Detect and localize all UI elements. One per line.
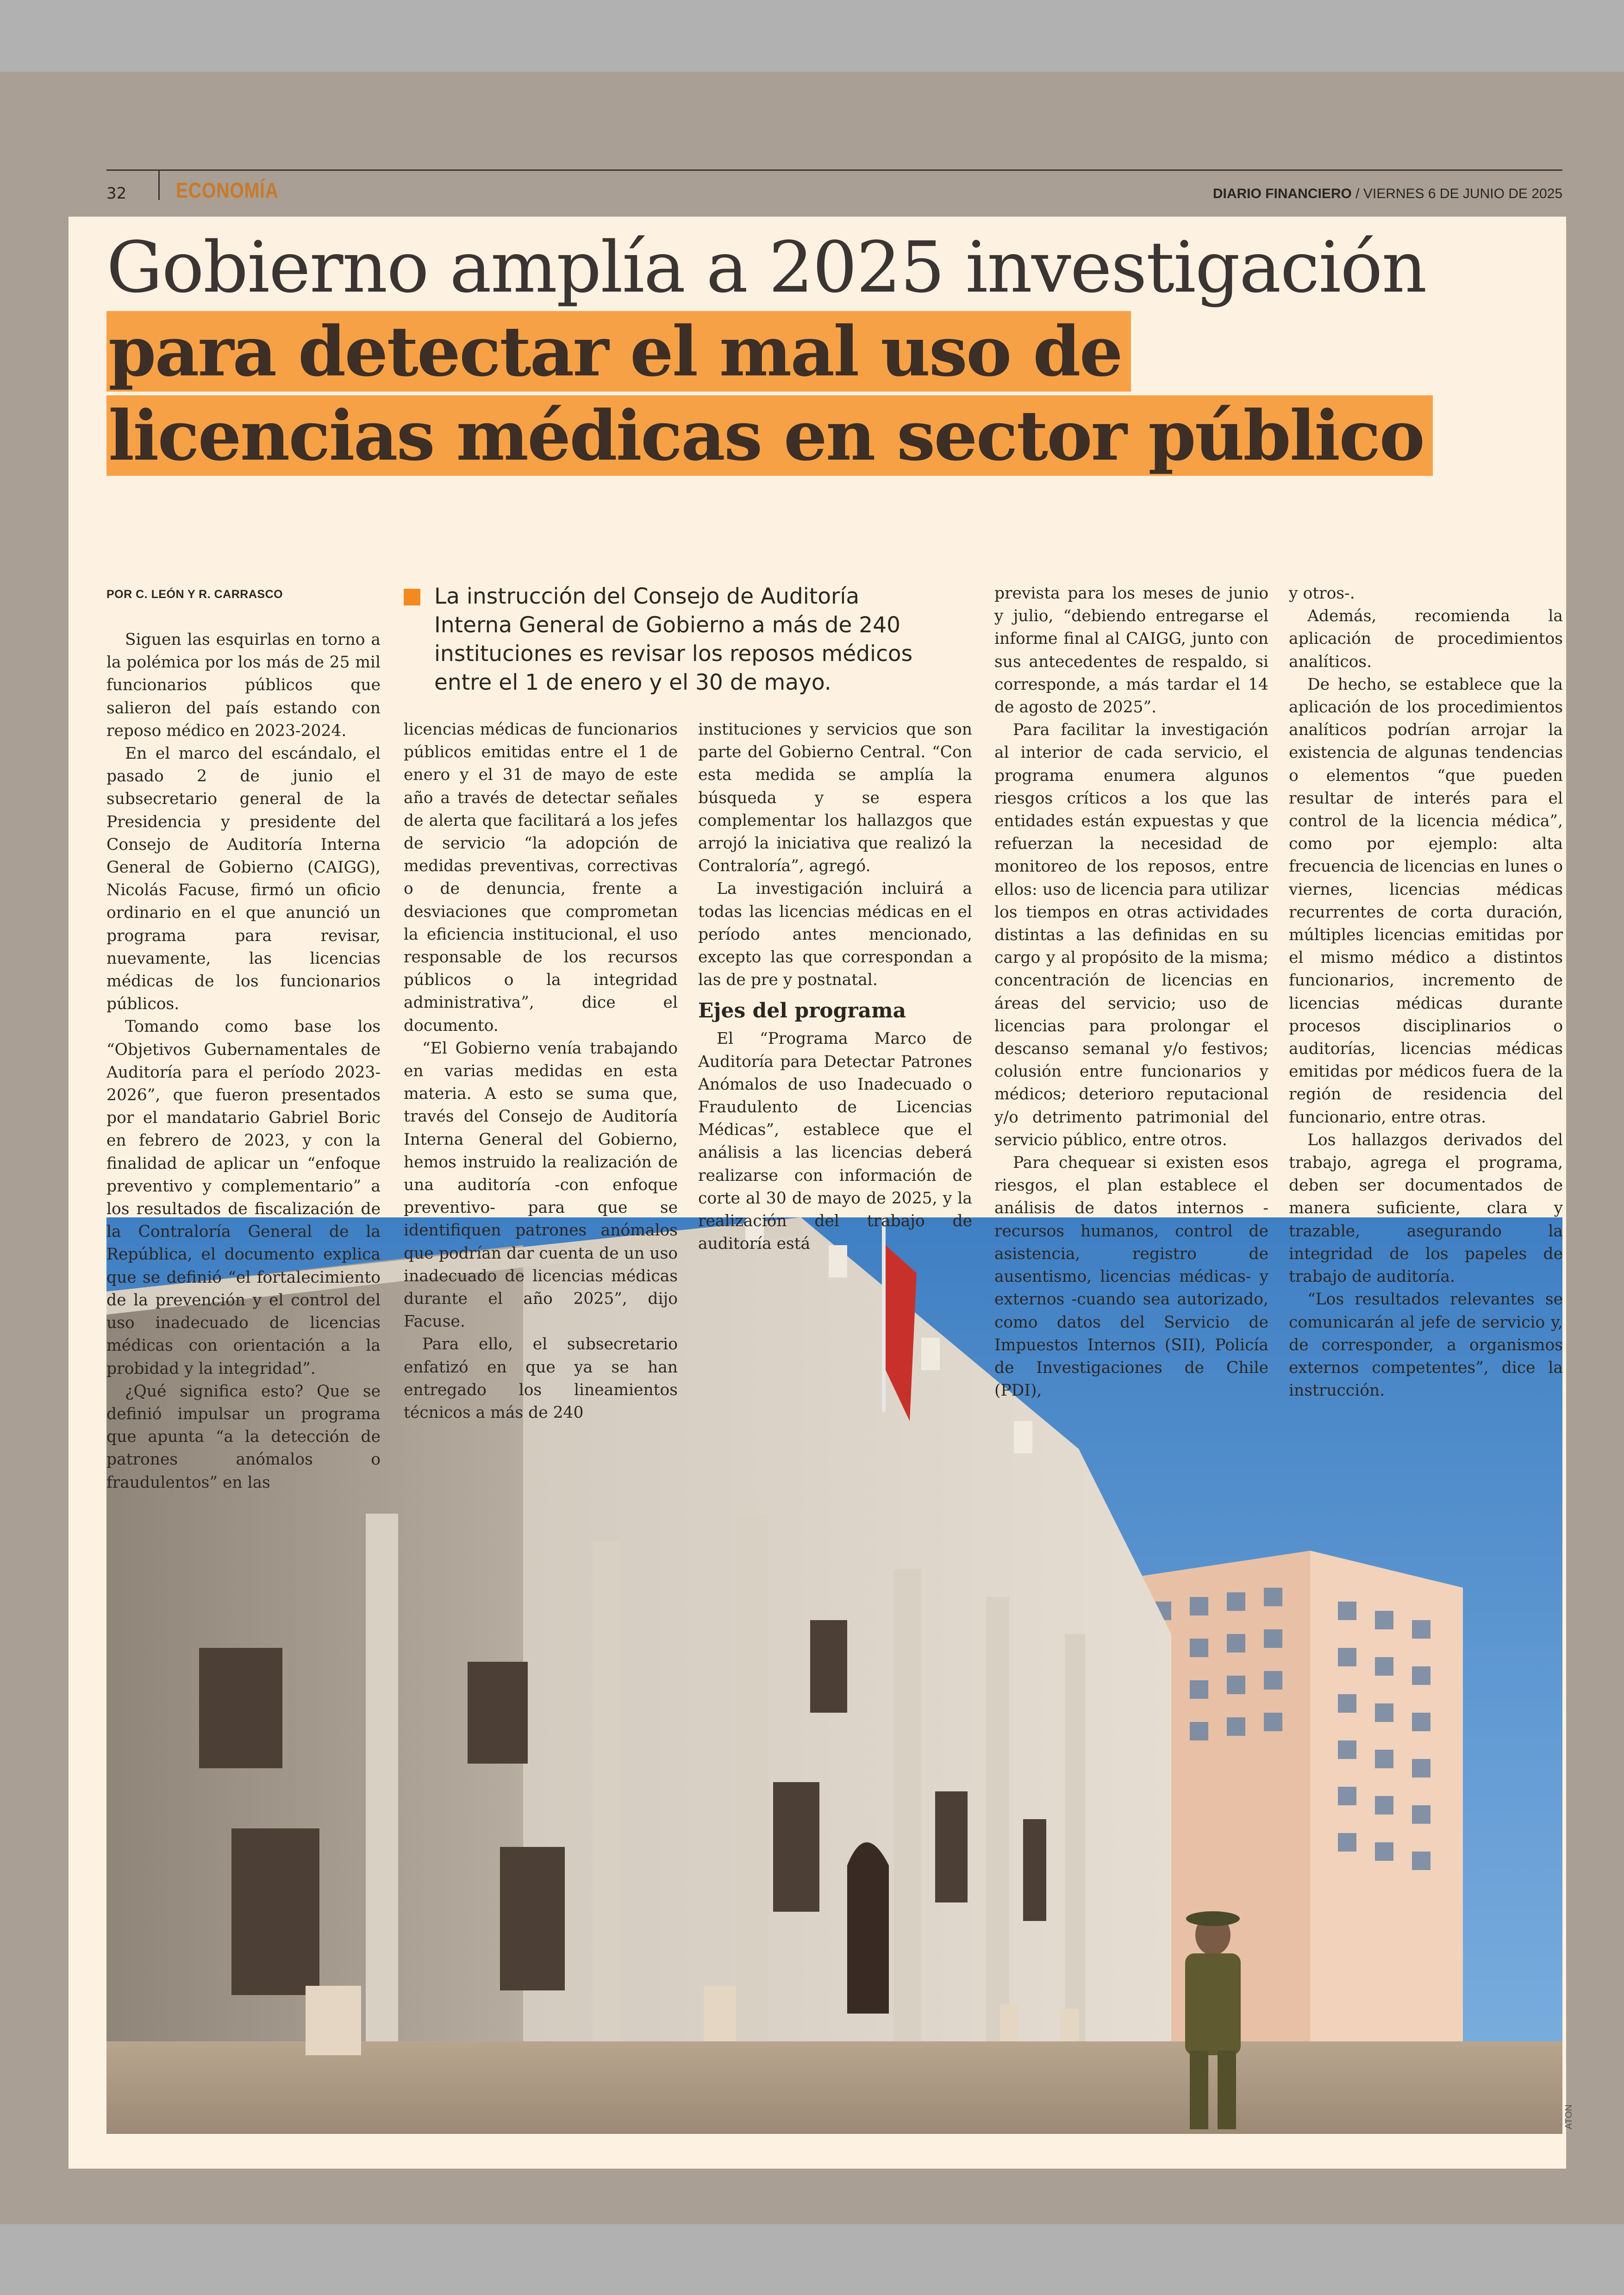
headline-line-1: Gobierno amplía a 2025 investigación — [106, 226, 1426, 308]
article-column-3 — [698, 718, 972, 1255]
paragraph: Siguen las esquirlas en torno a la polémica por los más de 25 mil funcionarios públicos que salieron del país estando con reposo médico en 2023-2024. — [106, 630, 381, 740]
headline-line-2 — [106, 309, 1542, 393]
paragraph: El “Programa Marco de Auditoría para Detectar Patrones Anómalos de uso Inadecuado o Fraudulento de Licencias Médicas”, establece que el análisis a las licencias deberá realizarse con información de corte al 30 de mayo de 2025, y la realización del trabajo de auditoría está — [698, 1029, 972, 1254]
paragraph: De hecho, se establece que la aplicación de los procedimientos analíticos podrían arrojar la existencia de algunas tendencias o elementos “que pueden resultar de interés para el control de la licencia médica”, como por ejemplo: alta frecuencia de licencias en lunes o viernes, licencias médicas recurrentes de corta duración, múltiples licencias emitidas por el mismo médico a distintos funcionarios, incremento de licencias médicas durante procesos disciplinarios o auditorías, licencias médicas emitidas por médicos fuera de la región de residencia del funcionario, entre otras. — [1289, 675, 1563, 1127]
article-column-4 — [994, 582, 1268, 1402]
paragraph: instituciones y servicios que son parte del Gobierno Central. “Con esta medida se amplía la búsqueda y se espera complementar los hallazgos que arrojó la iniciativa que realizó la Contraloría”, agregó. — [698, 720, 972, 876]
header-divider — [158, 169, 160, 200]
bottom-margin — [0, 2224, 1624, 2295]
photo-credit: ATON — [1564, 2104, 1574, 2129]
pullquote-text: La instrucción del Consejo de Auditoría Interna General de Gobierno a más de 240 instituciones es revisar los reposos médicos entre el 1 de enero y el 30 de mayo. — [434, 584, 913, 695]
section-label: ECONOMÍA — [176, 178, 279, 202]
top-margin — [0, 0, 1624, 72]
article-column-2 — [404, 718, 678, 1424]
header-rule — [106, 169, 1562, 171]
headline — [106, 226, 1542, 478]
paragraph: En el marco del escándalo, el pasado 2 de junio el subsecretario general de la Presidencia y presidente del Consejo de Auditoría Interna General de Gobierno (CAIGG), Nicolás Facuse, firmó un oficio ordinario en el que anunció un programa para revisar, nuevamente, las licencias médicas de los funcionarios públicos. — [106, 744, 381, 1014]
publication-name: DIARIO FINANCIERO — [1212, 186, 1352, 201]
article-column-1 — [106, 629, 381, 1494]
subheading: Ejes del programa — [698, 999, 906, 1023]
paragraph: Para facilitar la investigación al interior de cada servicio, el programa enumera algunos riesgos críticos a los que las entidades están expuestas y que refuerzan la necesidad de monitoreo de los reposos, entre ellos: uso de licencia para utilizar los tiempos en otras actividades distintas a las definidas en su cargo y al propósito de la misma; concentración de licencias en áreas del servicio; uso de licencias para prolongar el descanso semanal y/o festivos; colusión entre funcionarios y médicos; deterioro reputacional y/o detrimento patrimonial del servicio público, entre otros. — [994, 721, 1268, 1149]
headline-line-3 — [106, 393, 1542, 478]
paragraph: ¿Qué significa esto? Que se definió impulsar un programa que apunta “a la detección de patrones anómalos o fraudulentos” en las — [106, 1382, 381, 1492]
paragraph: licencias médicas de funcionarios públicos emitidas entre el 1 de enero y el 31 de mayo de este año a través de detectar señales de alerta que facilitará a los jefes de servicio “la adopción de medidas preventivas, correctivas o de denuncia, frente a desviaciones que comprometan la eficiencia institucional, el uso responsable de los recursos públicos o la integridad administrativa”, dice el documento. — [404, 720, 678, 1035]
paragraph: Para ello, el subsecretario enfatizó en que ya se han entregado los lineamientos técnicos a más de 240 — [404, 1335, 678, 1422]
headline-highlight-2: para detectar el mal uso de — [106, 311, 1131, 392]
paragraph: Para chequear si existen esos riesgos, el plan establece el análisis de datos internos -recursos humanos, control de asistencia, registro de ausentismo, licencias médicas- y externos -cuando sea autorizado, como datos del Servicio de Impuestos Internos (SII), Policía de Investigaciones de Chile (PDI), — [994, 1154, 1268, 1400]
pullquote-square-icon — [404, 589, 420, 605]
paragraph: prevista para los meses de junio y julio, “debiendo entregarse el informe final al CAIGG, junto con sus antecedentes de respaldo, si corresponde, a más tardar el 14 de agosto de 2025”. — [994, 584, 1268, 717]
paragraph: y otros-. — [1289, 584, 1355, 603]
paragraph: La investigación incluirá a todas las licencias médicas en el período antes mencionado, excepto las que correspondan a las de pre y postnatal. — [698, 879, 972, 990]
paragraph: Además, recomienda la aplicación de procedimientos analíticos. — [1289, 607, 1563, 671]
paragraph: “El Gobierno venía trabajando en varias medidas en esta materia. A esto se suma que, través del Consejo de Auditoría Interna General del Gobierno, hemos instruido la realización de una auditoría -con enfoque preventivo- para que se identifiquen patrones anómalos que podrían dar cuenta de un uso inadecuado de licencias médicas durante el año 2025”, dijo Facuse. — [404, 1039, 678, 1331]
paragraph: “Los resultados relevantes se comunicarán al jefe de servicio y, de corresponder, a organismos externos competentes”, dice la instrucción. — [1289, 1290, 1563, 1400]
paragraph: Tomando como base los “Objetivos Gubernamentales de Auditoría para el período 2023-2026”, que fueron presentados por el mandatario Gabriel Boric en febrero de 2023, y con la finalidad de aplicar un “enfoque preventivo y complementario” a los resultados de fiscalización de la Contraloría General de la República, el documento explica que se definió “el fortalecimiento de la prevención y el control del uso inadecuado de licencias médicas con orientación a la probidad y la integridad”. — [106, 1017, 381, 1378]
headline-highlight-3: licencias médicas en sector público — [106, 395, 1433, 476]
pullquote — [404, 582, 931, 697]
article-column-5 — [1289, 582, 1563, 1402]
byline: POR C. LEÓN Y R. CARRASCO — [106, 588, 283, 601]
paragraph: Los hallazgos derivados del trabajo, agrega el programa, deben ser documentados de manera suficiente, clara y trazable, asegurando la integridad de los papeles de trabajo de auditoría. — [1289, 1130, 1563, 1286]
publication-date: / VIERNES 6 DE JUNIO DE 2025 — [1351, 186, 1562, 201]
page-number: 32 — [106, 184, 127, 203]
masthead — [1213, 186, 1562, 202]
